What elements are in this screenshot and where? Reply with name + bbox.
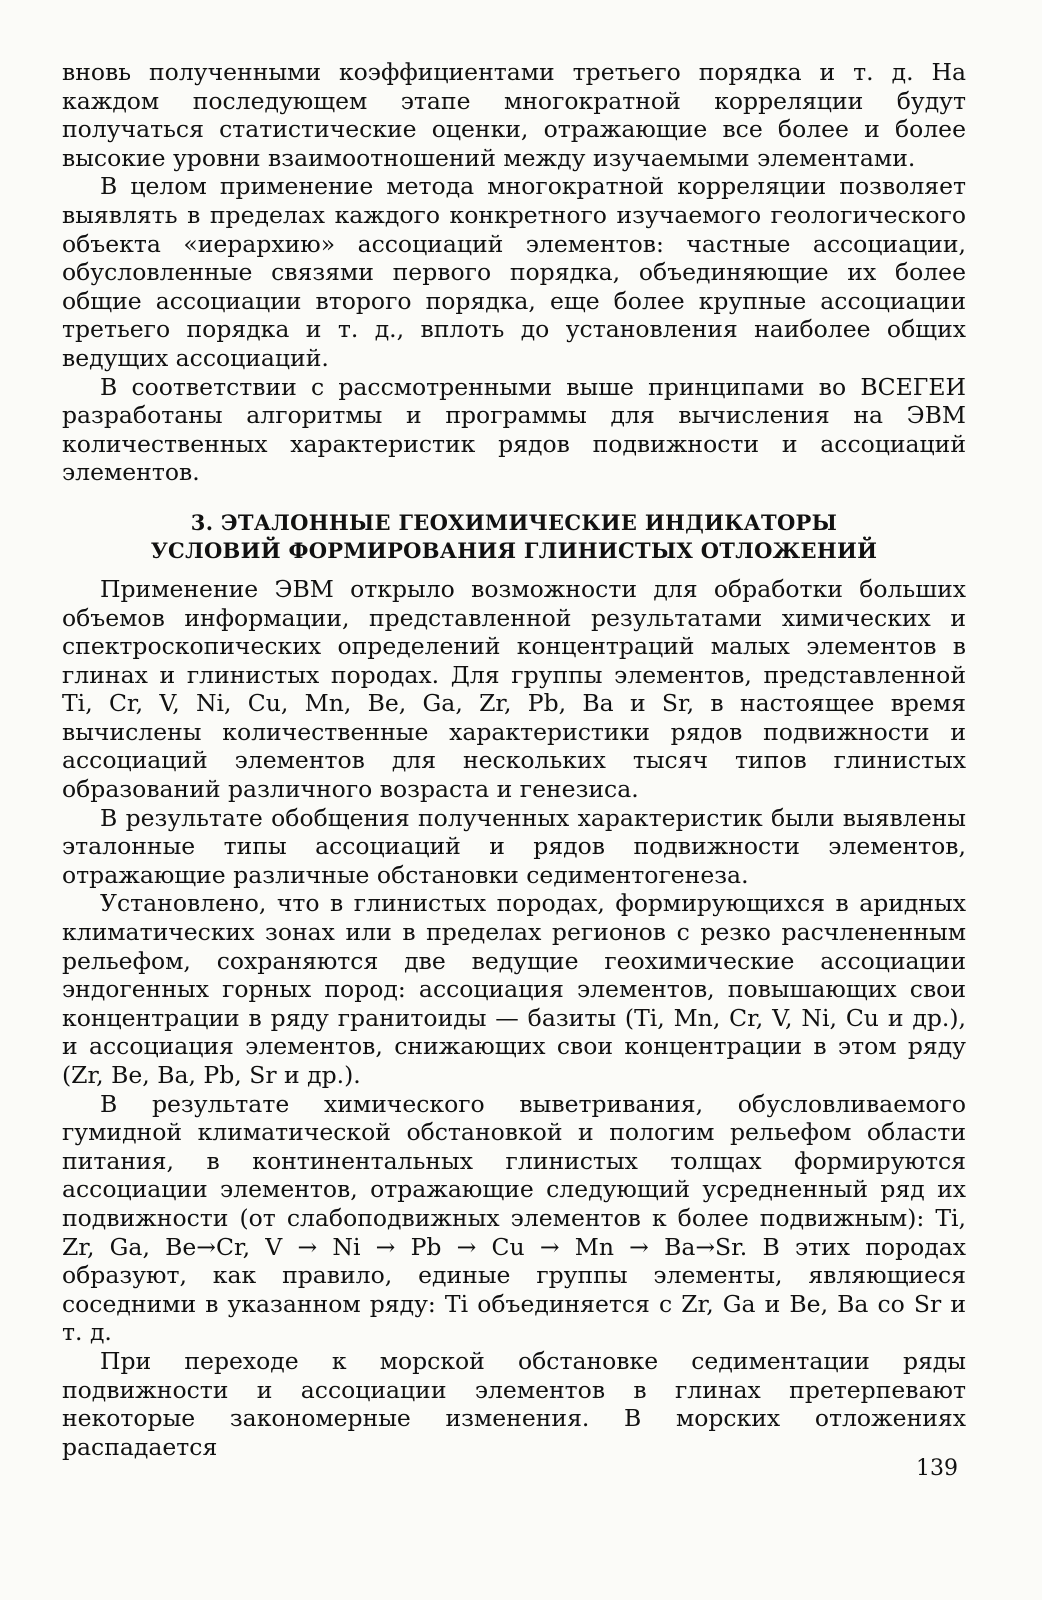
section-heading <box>62 509 966 565</box>
paragraph-marine: При переходе к морской обстановке седиментации ряды подвижности и ассоциации элементов в глинах претерпевают некоторые закономерные изменения. В морских отложениях распадается <box>62 1346 966 1461</box>
paragraph-vsegei: В соответствии с рассмотренными выше принципами во ВСЕГЕИ разработаны алгоритмы и программы для вычисления на ЭВМ количественных характеристик рядов подвижности и ассоциаций элементов. <box>62 372 966 487</box>
paragraph-computers: Применение ЭВМ открыло возможности для обработки больших объемов информации, представленной результатами химических и спектроскопических определений концентраций малых элементов в глинах и глинистых породах. Для группы элементов, представленной Ti, Cr, V, Ni, Cu, Mn, Be, Ga, Zr, Pb, Ba и Sr, в настоящее время вычислены количественные характеристики рядов подвижности и ассоциаций элементов для нескольких тысяч типов глинистых образований различного возраста и генезиса. <box>62 574 966 804</box>
section-heading-line-1: 3. ЭТАЛОННЫЕ ГЕОХИМИЧЕСКИЕ ИНДИКАТОРЫ <box>190 509 838 535</box>
page-number: 139 <box>916 1456 958 1481</box>
page-body <box>62 58 966 1461</box>
paragraph-arid-zones: Установлено, что в глинистых породах, формирующихся в аридных климатических зонах или в пределах регионов с резко расчлененным рельефом, сохраняются две ведущие геохимические ассоциации эндогенных горных пород: ассоциация элементов, повышающих свои концентрации в ряду гранитоиды — базиты (Ti, Mn, Cr, V, Ni, Cu и др.), и ассоциация элементов, снижающих свои концентрации в этом ряду (Zr, Be, Ba, Pb, Sr и др.). <box>62 889 966 1089</box>
paragraph-hierarchy: В целом применение метода многократной корреляции позволяет выявлять в пределах каждого конкретного изучаемого геологического объекта «иерархию» ассоциаций элементов: частные ассоциации, обусловленные связями первого порядка, объединяющие их более общие ассоциации второго порядка, еще более крупные ассоциации третьего порядка и т. д., вплоть до установления наиболее общих ведущих ассоциаций. <box>62 172 966 372</box>
paragraph-continuation: вновь полученными коэффициентами третьего порядка и т. д. На каждом последующем этапе многократной корреляции будут получаться статистические оценки, отражающие все более и более высокие уровни взаимоотношений между изучаемыми элементами. <box>62 58 966 172</box>
section-heading-line-2: УСЛОВИЙ ФОРМИРОВАНИЯ ГЛИНИСТЫХ ОТЛОЖЕНИЙ <box>150 537 878 563</box>
paragraph-weathering: В результате химического выветривания, обусловливаемого гумидной климатической обстановкой и пологим рельефом области питания, в континентальных глинистых толщах формируются ассоциации элементов, отражающие следующий усредненный ряд их подвижности (от слабоподвижных элементов к более подвижным): Ti, Zr, Ga, Be→Cr, V → Ni → Pb → Cu → Mn → Ba→Sr. В этих породах образуют, как правило, единые группы элементы, являющиеся соседними в указанном ряду: Ti объединяется с Zr, Ga и Be, Ba со Sr и т. д. <box>62 1089 966 1347</box>
paragraph-generalization: В результате обобщения полученных характеристик были выявлены эталонные типы ассоциаций и рядов подвижности элементов, отражающие различные обстановки седиментогенеза. <box>62 803 966 889</box>
